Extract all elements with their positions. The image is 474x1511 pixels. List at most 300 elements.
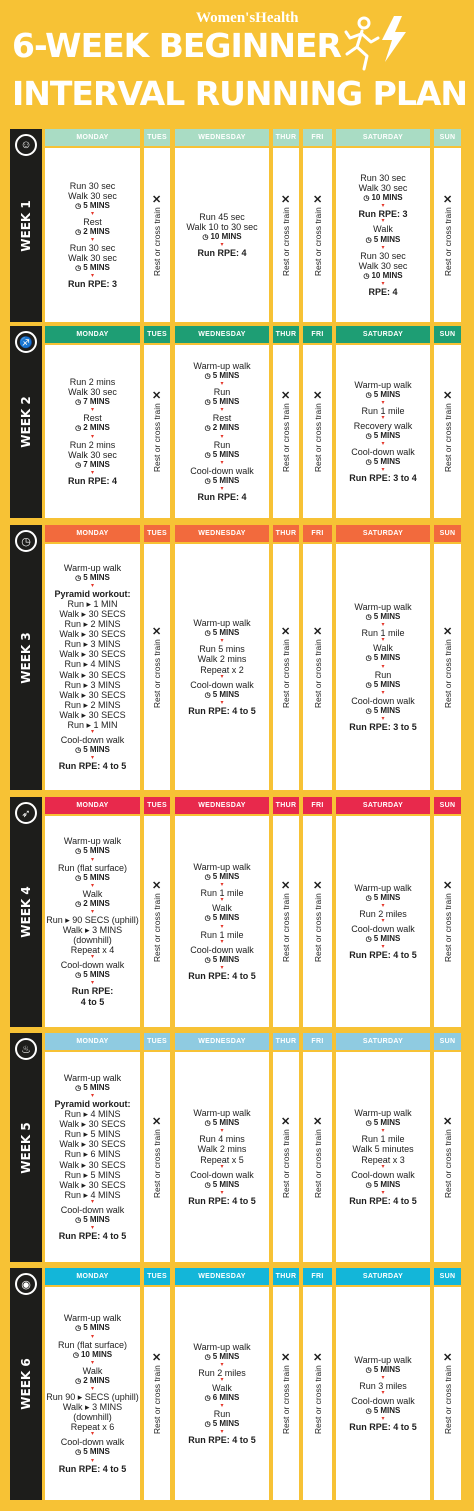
workout-line: Walk [373,643,393,654]
workout-line: Run 1 mile [361,405,405,416]
x-mark-icon: ✕ [152,880,162,893]
workout-line: Walk ▸ 30 SECS [59,608,126,619]
workout-line: Walk [212,1382,232,1393]
arrow-down-icon: ▾ [90,980,94,987]
duration-label: ◷ 5 MINS [366,653,401,664]
arrow-down-icon: ▾ [90,1092,94,1099]
duration-label: ◷ 5 MINS [75,201,110,212]
arrow-down-icon: ▾ [381,280,385,287]
rest-label: Rest or cross train [152,1365,162,1435]
day-header-fri: FRI [303,525,332,542]
workout-line: Walk ▸ 30 SECS [59,709,126,720]
day-header-wednesday: WEDNESDAY [175,1033,269,1050]
rest-cell [273,816,299,1027]
workout-line: Repeat x 3 [361,1154,405,1165]
workout-line: Warm-up walk [63,1072,122,1083]
shoe-icon: ♐ [15,331,37,353]
arrow-down-icon: ▾ [381,467,385,474]
monday-cell [45,1052,140,1262]
rest-label: Rest or cross train [312,1365,323,1435]
arrow-down-icon: ▾ [90,856,94,863]
arrow-down-icon: ▾ [381,203,385,210]
workout-line: Run (flat surface) [57,1339,128,1350]
workout-line: Walk 10 to 30 sec [186,221,258,232]
monday-cell [45,148,140,322]
arrow-down-icon: ▾ [220,964,224,971]
day-header-wednesday: WEDNESDAY [175,129,269,146]
workout-line: Pyramid workout: [54,1098,131,1109]
monday-cell [45,345,140,518]
x-mark-icon: ✕ [312,390,323,403]
x-mark-icon: ✕ [152,193,162,206]
workout-line: Walk ▸ 30 SECS [59,1159,126,1170]
workout-line: Run RPE: 4 to 5 [188,1435,256,1446]
workout-line: Walk 2 mins [197,654,247,665]
monday-cell [45,816,140,1027]
workout-line: Cool-down walk [60,960,125,971]
day-header-sun: SUN [434,525,461,542]
duration-label: ◷ 5 MINS [366,612,401,623]
x-mark-icon: ✕ [442,193,453,206]
week-label: WEEK 6 [19,1358,33,1410]
workout-line: Repeat x 6 [70,1422,115,1433]
x-mark-icon: ✕ [312,1352,323,1365]
duration-label: ◷ 5 MINS [366,893,401,904]
workout-line: Run ▸ 1 MIN [67,598,118,609]
week-label: WEEK 4 [19,886,33,938]
wednesday-cell [175,1287,269,1500]
week-label: WEEK 2 [19,396,33,448]
workout-line: Cool-down walk [351,447,415,458]
arrow-down-icon: ▾ [220,433,224,440]
x-mark-icon: ✕ [312,625,323,638]
workout-line: Warm-up walk [354,379,412,390]
title-line-2: INTERVAL RUNNING PLAN [12,74,468,113]
workout-line: Run RPE: 3 [358,209,408,220]
day-header-tues: TUES [144,1268,170,1285]
rest-label: Rest or cross train [152,893,162,963]
eye-icon: ◉ [15,1273,37,1295]
saturday-cell [336,1052,430,1262]
x-mark-icon: ✕ [152,390,162,403]
day-header-fri: FRI [303,1033,332,1050]
workout-line: Run ▸ 2 MINS [64,699,121,710]
arrow-down-icon: ▾ [381,1374,385,1381]
workout-line: Walk 30 sec [68,387,117,398]
rest-label: Rest or cross train [312,206,323,276]
workout-line: Run ▸ 90 SECS (uphill) [46,914,139,925]
day-header-monday: MONDAY [45,129,140,146]
x-mark-icon: ✕ [152,625,162,638]
x-mark-icon: ✕ [442,1115,453,1128]
workout-line: Walk ▸ 30 SECS [59,1139,126,1150]
arrow-down-icon: ▾ [220,1163,224,1170]
rest-label: Rest or cross train [312,1128,323,1198]
workout-line: Cool-down walk [60,735,125,746]
workout-line: Repeat x 5 [200,1154,244,1165]
workout-line: Walk ▸ 30 SECS [59,689,126,700]
workout-line: Walk ▸ 30 SECS [59,1179,126,1190]
rest-cell [303,544,332,790]
saturday-cell [336,345,430,518]
workout-line: Warm-up walk [354,1108,412,1119]
rest-label: Rest or cross train [152,403,162,473]
x-mark-icon: ✕ [442,880,453,893]
workout-line: Run RPE: 4 [197,248,247,259]
arrow-down-icon: ▾ [90,1198,94,1205]
day-header-wednesday: WEDNESDAY [175,326,269,343]
workout-line: Run ▸ 3 MINS [64,679,121,690]
arrow-down-icon: ▾ [220,923,224,930]
workout-line: Run RPE: 4 to 5 [188,970,256,981]
rest-label: Rest or cross train [442,1365,453,1435]
workout-line: Walk ▸ 30 SECS [59,649,126,660]
arrow-down-icon: ▾ [220,1376,224,1383]
duration-label: ◷ 5 MINS [205,397,240,408]
workout-line: Warm-up walk [193,618,251,629]
workout-line: Cool-down walk [190,679,254,690]
duration-label: ◷ 5 MINS [75,1323,110,1334]
arrow-down-icon: ▾ [90,237,94,244]
rest-cell [144,816,170,1027]
workout-line: Run 2 mins [69,439,116,450]
duration-label: ◷ 10 MINS [363,193,402,204]
arrow-down-icon: ▾ [381,399,385,406]
arrow-down-icon: ▾ [90,469,94,476]
wednesday-cell [175,816,269,1027]
duration-label: ◷ 5 MINS [205,872,240,883]
workout-line: Run 3 miles [359,1380,407,1391]
workout-line: Run RPE: 4 to 5 [349,950,417,961]
duration-label: ◷ 7 MINS [75,397,110,408]
day-header-wednesday: WEDNESDAY [175,797,269,814]
workout-line: (downhill) [73,1412,112,1423]
arrow-down-icon: ▾ [381,244,385,251]
arrow-down-icon: ▾ [381,637,385,644]
workout-line: Walk 30 sec [68,190,117,201]
x-mark-icon: ✕ [312,880,323,893]
workout-line: Run ▸ 5 MINS [64,1129,121,1140]
workout-line: Walk 5 minutes [352,1144,414,1155]
arrow-down-icon: ▾ [220,459,224,466]
x-mark-icon: ✕ [281,390,291,403]
rest-cell [144,544,170,790]
workout-line: Cool-down walk [351,695,415,706]
duration-label: ◷ 5 MINS [75,970,110,981]
day-header-saturday: SATURDAY [336,797,430,814]
duration-label: ◷ 2 MINS [75,899,110,910]
workout-line: Run 90 ▸ SECS (uphill) [46,1391,139,1402]
day-header-wednesday: WEDNESDAY [175,525,269,542]
duration-label: ◷ 5 MINS [366,1180,401,1191]
duration-label: ◷ 5 MINS [205,690,240,701]
duration-label: ◷ 5 MINS [205,1352,240,1363]
week-sidebar [10,525,42,790]
saturday-cell [336,1287,430,1500]
day-header-thur: THUR [273,1268,299,1285]
duration-label: ◷ 5 MINS [75,745,110,756]
workout-line: Walk ▸ 3 MINS [62,1402,123,1413]
rest-label: Rest or cross train [442,638,453,708]
workout-line: Run 5 mins [199,644,245,655]
duration-label: ◷ 5 MINS [205,371,240,382]
duration-label: ◷ 10 MINS [363,271,402,282]
rest-cell [434,345,461,518]
workout-line: Walk [82,888,103,899]
workout-line: Run 30 sec [69,243,116,254]
rest-cell [273,1287,299,1500]
workout-line: Run [213,439,231,450]
workout-line: Run RPE: [71,986,114,997]
workout-line: Cool-down walk [351,924,415,934]
title-line-1: 6-WEEK BEGINNER [12,26,341,65]
arrow-down-icon: ▾ [381,441,385,448]
arrow-down-icon: ▾ [381,1163,385,1170]
x-mark-icon: ✕ [312,1115,323,1128]
workout-line: Run ▸ 6 MINS [64,1149,121,1160]
workout-line: Walk [373,224,393,235]
saturday-cell [336,816,430,1027]
workout-line: Run 30 sec [69,180,116,191]
arrow-down-icon: ▾ [220,699,224,706]
workout-line: Run ▸ 1 MIN [67,720,118,731]
rest-cell [144,148,170,322]
arrow-down-icon: ▾ [220,1361,224,1368]
x-mark-icon: ✕ [442,1352,453,1365]
workout-line: Warm-up walk [354,1354,412,1365]
rest-label: Rest or cross train [312,638,323,708]
rest-label: Rest or cross train [281,403,291,473]
week-sidebar [10,326,42,518]
workout-line: Run RPE: 3 to 5 [349,721,417,732]
workout-line: Run RPE: 4 to 5 [349,1195,417,1206]
workout-line: Cool-down walk [60,1437,125,1448]
brand-logo: Women'sHealth [196,10,299,26]
workout-line: Run RPE: 4 to 5 [58,1463,127,1474]
x-mark-icon: ✕ [442,625,453,638]
workout-line: Walk ▸ 3 MINS [62,925,123,935]
workout-line: Walk [212,903,232,914]
day-header-fri: FRI [303,1268,332,1285]
arrow-down-icon: ▾ [381,1416,385,1423]
x-mark-icon: ✕ [152,1352,162,1365]
workout-line: Cool-down walk [190,1169,254,1180]
workout-line: Run 30 sec [360,173,406,184]
duration-label: ◷ 5 MINS [366,1365,401,1376]
workout-line: Run ▸ 3 MINS [64,639,121,650]
smiley-icon: ☺ [15,134,37,156]
workout-line: Run ▸ 2 MINS [64,619,121,630]
rest-cell [144,1287,170,1500]
day-header-wednesday: WEDNESDAY [175,1268,269,1285]
workout-line: Cool-down walk [60,1204,125,1215]
day-header-tues: TUES [144,326,170,343]
workout-line: 4 to 5 [80,996,105,1007]
workout-line: Walk ▸ 30 SECS [59,1119,126,1130]
rest-cell [144,345,170,518]
workout-line: Run RPE: 4 to 5 [349,1422,417,1433]
arrow-down-icon: ▾ [220,407,224,414]
duration-label: ◷ 5 MINS [366,934,401,945]
arrow-down-icon: ▾ [90,882,94,889]
rest-label: Rest or cross train [281,893,291,963]
day-header-thur: THUR [273,326,299,343]
workout-line: Run ▸ 4 MINS [64,1189,121,1200]
workout-line: Run 1 mile [361,628,405,639]
duration-label: ◷ 5 MINS [205,476,240,487]
monday-cell [45,1287,140,1500]
x-mark-icon: ✕ [152,1115,162,1128]
saturday-cell [336,544,430,790]
duration-label: ◷ 5 MINS [75,873,110,884]
rest-label: Rest or cross train [442,206,453,276]
rest-label: Rest or cross train [442,1128,453,1198]
arrow-down-icon: ▾ [90,1431,94,1438]
day-header-thur: THUR [273,525,299,542]
arrow-down-icon: ▾ [381,1189,385,1196]
rest-cell [303,148,332,322]
week-sidebar [10,129,42,322]
rest-cell [273,148,299,322]
day-header-sun: SUN [434,1268,461,1285]
week-sidebar [10,1268,42,1500]
arrow-down-icon: ▾ [220,242,224,249]
workout-line: Run 1 mile [200,888,244,899]
duration-label: ◷ 5 MINS [75,1447,110,1458]
workout-line: Run [213,1409,231,1420]
day-header-sun: SUN [434,797,461,814]
workout-line: Repeat x 2 [200,664,244,675]
rest-cell [273,345,299,518]
arrow-down-icon: ▾ [90,1385,94,1392]
workout-line: Repeat x 4 [70,945,115,956]
duration-label: ◷ 5 MINS [205,450,240,461]
duration-label: ◷ 5 MINS [75,1215,110,1226]
week-label: WEEK 5 [19,1121,33,1174]
day-header-fri: FRI [303,129,332,146]
day-header-tues: TUES [144,525,170,542]
workout-line: Run RPE: 4 to 5 [188,1195,256,1206]
workout-line: Run 45 sec [199,211,245,222]
rest-label: Rest or cross train [312,403,323,473]
day-header-tues: TUES [144,129,170,146]
day-header-sun: SUN [434,326,461,343]
day-header-monday: MONDAY [45,326,140,343]
workout-line: Warm-up walk [193,862,251,873]
x-mark-icon: ✕ [281,1115,291,1128]
arrow-down-icon: ▾ [90,582,94,589]
duration-label: ◷ 5 MINS [75,573,110,584]
workout-line: Walk ▸ 30 SECS [59,629,126,640]
duration-label: ◷ 5 MINS [75,263,110,274]
duration-label: ◷ 5 MINS [205,913,240,924]
day-header-monday: MONDAY [45,797,140,814]
arrow-down-icon: ▾ [381,689,385,696]
arrow-down-icon: ▾ [381,622,385,629]
arrow-down-icon: ▾ [90,1225,94,1232]
arrow-down-icon: ▾ [381,902,385,909]
arrow-down-icon: ▾ [90,433,94,440]
rest-cell [434,1052,461,1262]
duration-label: ◷ 5 MINS [366,235,401,246]
workout-line: Recovery walk [353,420,413,431]
day-header-monday: MONDAY [45,1033,140,1050]
workout-line: Walk ▸ 30 SECS [59,669,126,680]
duration-label: ◷ 10 MINS [73,1350,112,1361]
day-header-thur: THUR [273,797,299,814]
rest-cell [303,1052,332,1262]
duration-label: ◷ 5 MINS [366,1406,401,1417]
wednesday-cell [175,1052,269,1262]
workout-line: Rest [83,413,102,424]
arrow-down-icon: ▾ [220,882,224,889]
arrow-down-icon: ▾ [90,273,94,280]
rest-cell [303,1287,332,1500]
workout-line: Warm-up walk [193,1341,251,1352]
workout-line: Run 4 mins [199,1134,245,1145]
workout-line: Run ▸ 5 MINS [64,1169,121,1180]
arrow-down-icon: ▾ [220,1403,224,1410]
duration-label: ◷ 6 MINS [205,1393,240,1404]
arrow-down-icon: ▾ [381,944,385,951]
workout-line: Run RPE: 3 to 4 [349,473,417,484]
workout-line: Cool-down walk [351,1396,415,1406]
arrow-down-icon: ▾ [90,954,94,961]
week-sidebar [10,1033,42,1262]
day-header-sun: SUN [434,1033,461,1050]
day-header-thur: THUR [273,1033,299,1050]
day-header-monday: MONDAY [45,1268,140,1285]
arrow-down-icon: ▾ [90,1333,94,1340]
duration-label: ◷ 2 MINS [75,423,110,434]
workout-line: (downhill) [73,935,112,946]
week-label: WEEK 3 [19,631,33,684]
workout-line: Run RPE: 4 to 5 [188,705,256,716]
workout-line: Run 2 mins [69,377,116,388]
rest-cell [434,148,461,322]
workout-line: Run [213,387,231,398]
workout-line: Run ▸ 4 MINS [64,659,121,670]
arrow-down-icon: ▾ [90,729,94,736]
workout-line: Warm-up walk [193,360,251,371]
arrow-down-icon: ▾ [220,673,224,680]
x-mark-icon: ✕ [281,625,291,638]
duration-label: ◷ 7 MINS [75,460,110,471]
week-sidebar [10,797,42,1027]
arrow-down-icon: ▾ [220,381,224,388]
duration-label: ◷ 5 MINS [205,1118,240,1129]
day-header-fri: FRI [303,797,332,814]
day-header-monday: MONDAY [45,525,140,542]
workout-line: Run [374,669,392,680]
arrow-down-icon: ▾ [220,897,224,904]
workout-line: Run RPE: 4 [67,475,117,486]
day-header-fri: FRI [303,326,332,343]
duration-label: ◷ 5 MINS [205,1180,240,1191]
duration-label: ◷ 2 MINS [75,1376,110,1387]
rest-label: Rest or cross train [152,1128,162,1198]
arrow-down-icon: ▾ [381,1390,385,1396]
rest-cell [273,544,299,790]
duration-label: ◷ 5 MINS [75,1083,110,1094]
rest-cell [303,816,332,1027]
arrow-down-icon: ▾ [381,1128,385,1135]
arrow-down-icon: ▾ [220,638,224,645]
workout-line: Cool-down walk [351,1169,415,1180]
workout-line: Warm-up walk [63,562,122,573]
arrow-down-icon: ▾ [381,663,385,670]
arrow-down-icon: ▾ [90,908,94,915]
